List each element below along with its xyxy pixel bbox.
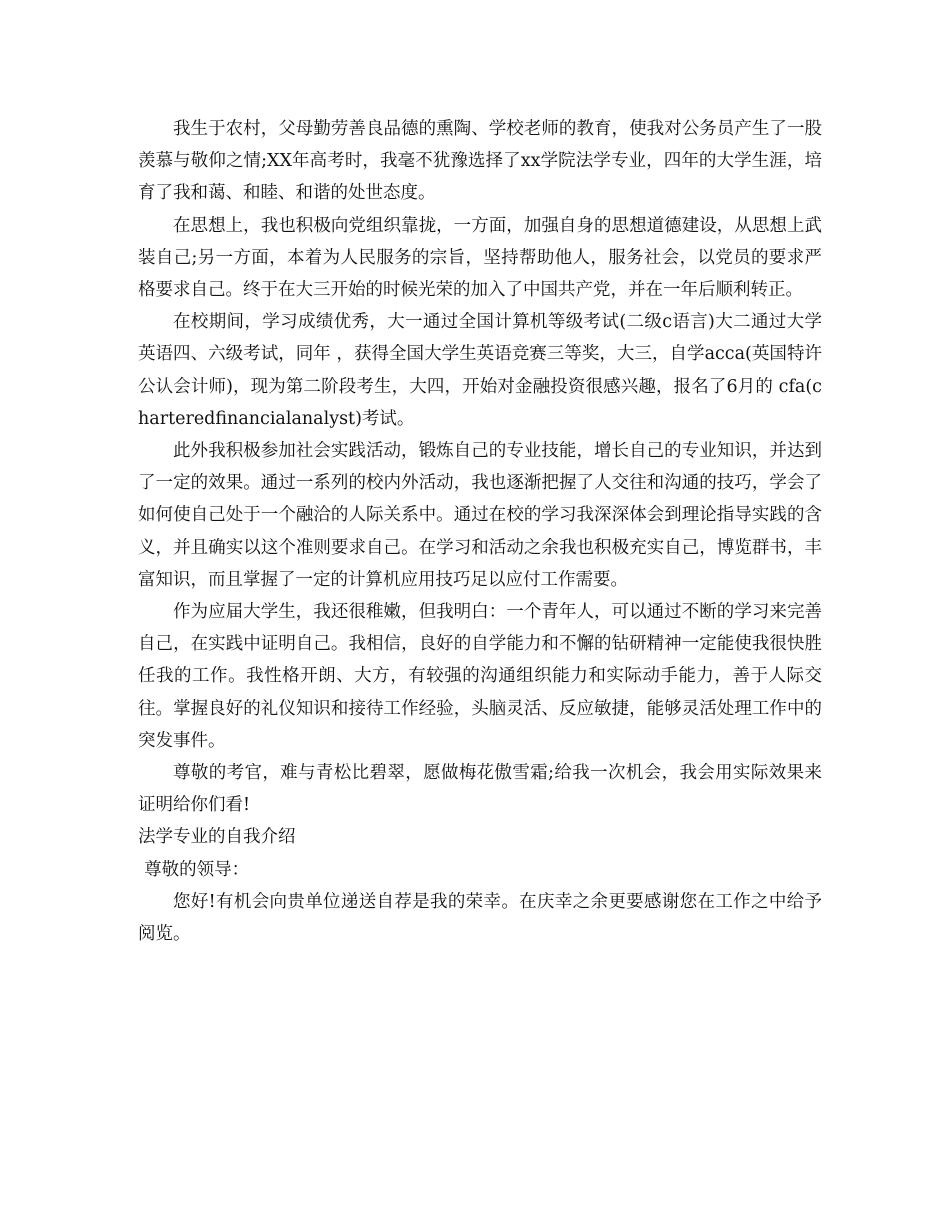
paragraph-ideology: 在思想上，我也积极向党组织靠拢，一方面，加强自身的思想道德建设，从思想上武装自己;另一方面，本着为人民服务的宗旨，坚持帮助他人，服务社会，以党员的要求严格要求自己。终于在大三开始的时候光荣的加入了中国共产党，并在一年后顺利转正。 <box>138 215 822 301</box>
salutation: 尊敬的领导： <box>144 859 250 880</box>
paragraph-background: 我生于农村，父母勤劳善良品德的熏陶、学校老师的教育，使我对公务员产生了一股羡慕与敬仰之情;XX年高考时，我毫不犹豫选择了xx学院法学专业，四年的大学生涯，培育了我和蔼、和睦、和谐的处世态度。 <box>138 119 822 204</box>
paragraph-practice: 此外我积极参加社会实践活动，锻炼自己的专业技能，增长自己的专业知识，并达到了一定的效果。通过一系列的校内外活动，我也逐渐把握了人交往和沟通的技巧，学会了如何使自己处于一个融洽的人际关系中。通过在校的学习我深深体会到理论指导实践的含义，并且确实以这个准则要求自己。在学习和活动之余我也积极充实自己，博览群书，丰富知识，而且掌握了一定的计算机应用技巧足以应付工作需要。 <box>138 441 822 590</box>
section-title: 法学专业的自我介绍 <box>138 827 296 848</box>
paragraph-personality: 作为应届大学生，我还很稚嫩，但我明白：一个青年人，可以通过不断的学习来完善自己，在实践中证明自己。我相信，良好的自学能力和不懈的钻研精神一定能使我很快胜任我的工作。我性格开朗、大方，有较强的沟通组织能力和实际动手能力，善于人际交往。掌握良好的礼仪知识和接待工作经验，头脑灵活、反应敏捷，能够灵活处理工作中的突发事件。 <box>138 602 822 751</box>
paragraph-study: 在校期间，学习成绩优秀，大一通过全国计算机等级考试(二级c语言)大二通过大学英语四、六级考试，同年 ，获得全国大学生英语竞赛三等奖，大三，自学acca(英国特许公认会计师)，现为第二阶段考生，大四，开始对金融投资很感兴趣，报名了6月的 cfa(charteredfinancialanalyst)考试。 <box>138 312 822 429</box>
document-body <box>138 113 822 950</box>
paragraph-closing-appeal: 尊敬的考官，难与青松比碧翠，愿做梅花傲雪霜;给我一次机会，我会用实际效果来证明给你们看! <box>138 763 822 816</box>
paragraph-greeting: 您好!有机会向贵单位递送自荐是我的荣幸。在庆幸之余更要感谢您在工作之中给予阅览。 <box>138 891 822 945</box>
